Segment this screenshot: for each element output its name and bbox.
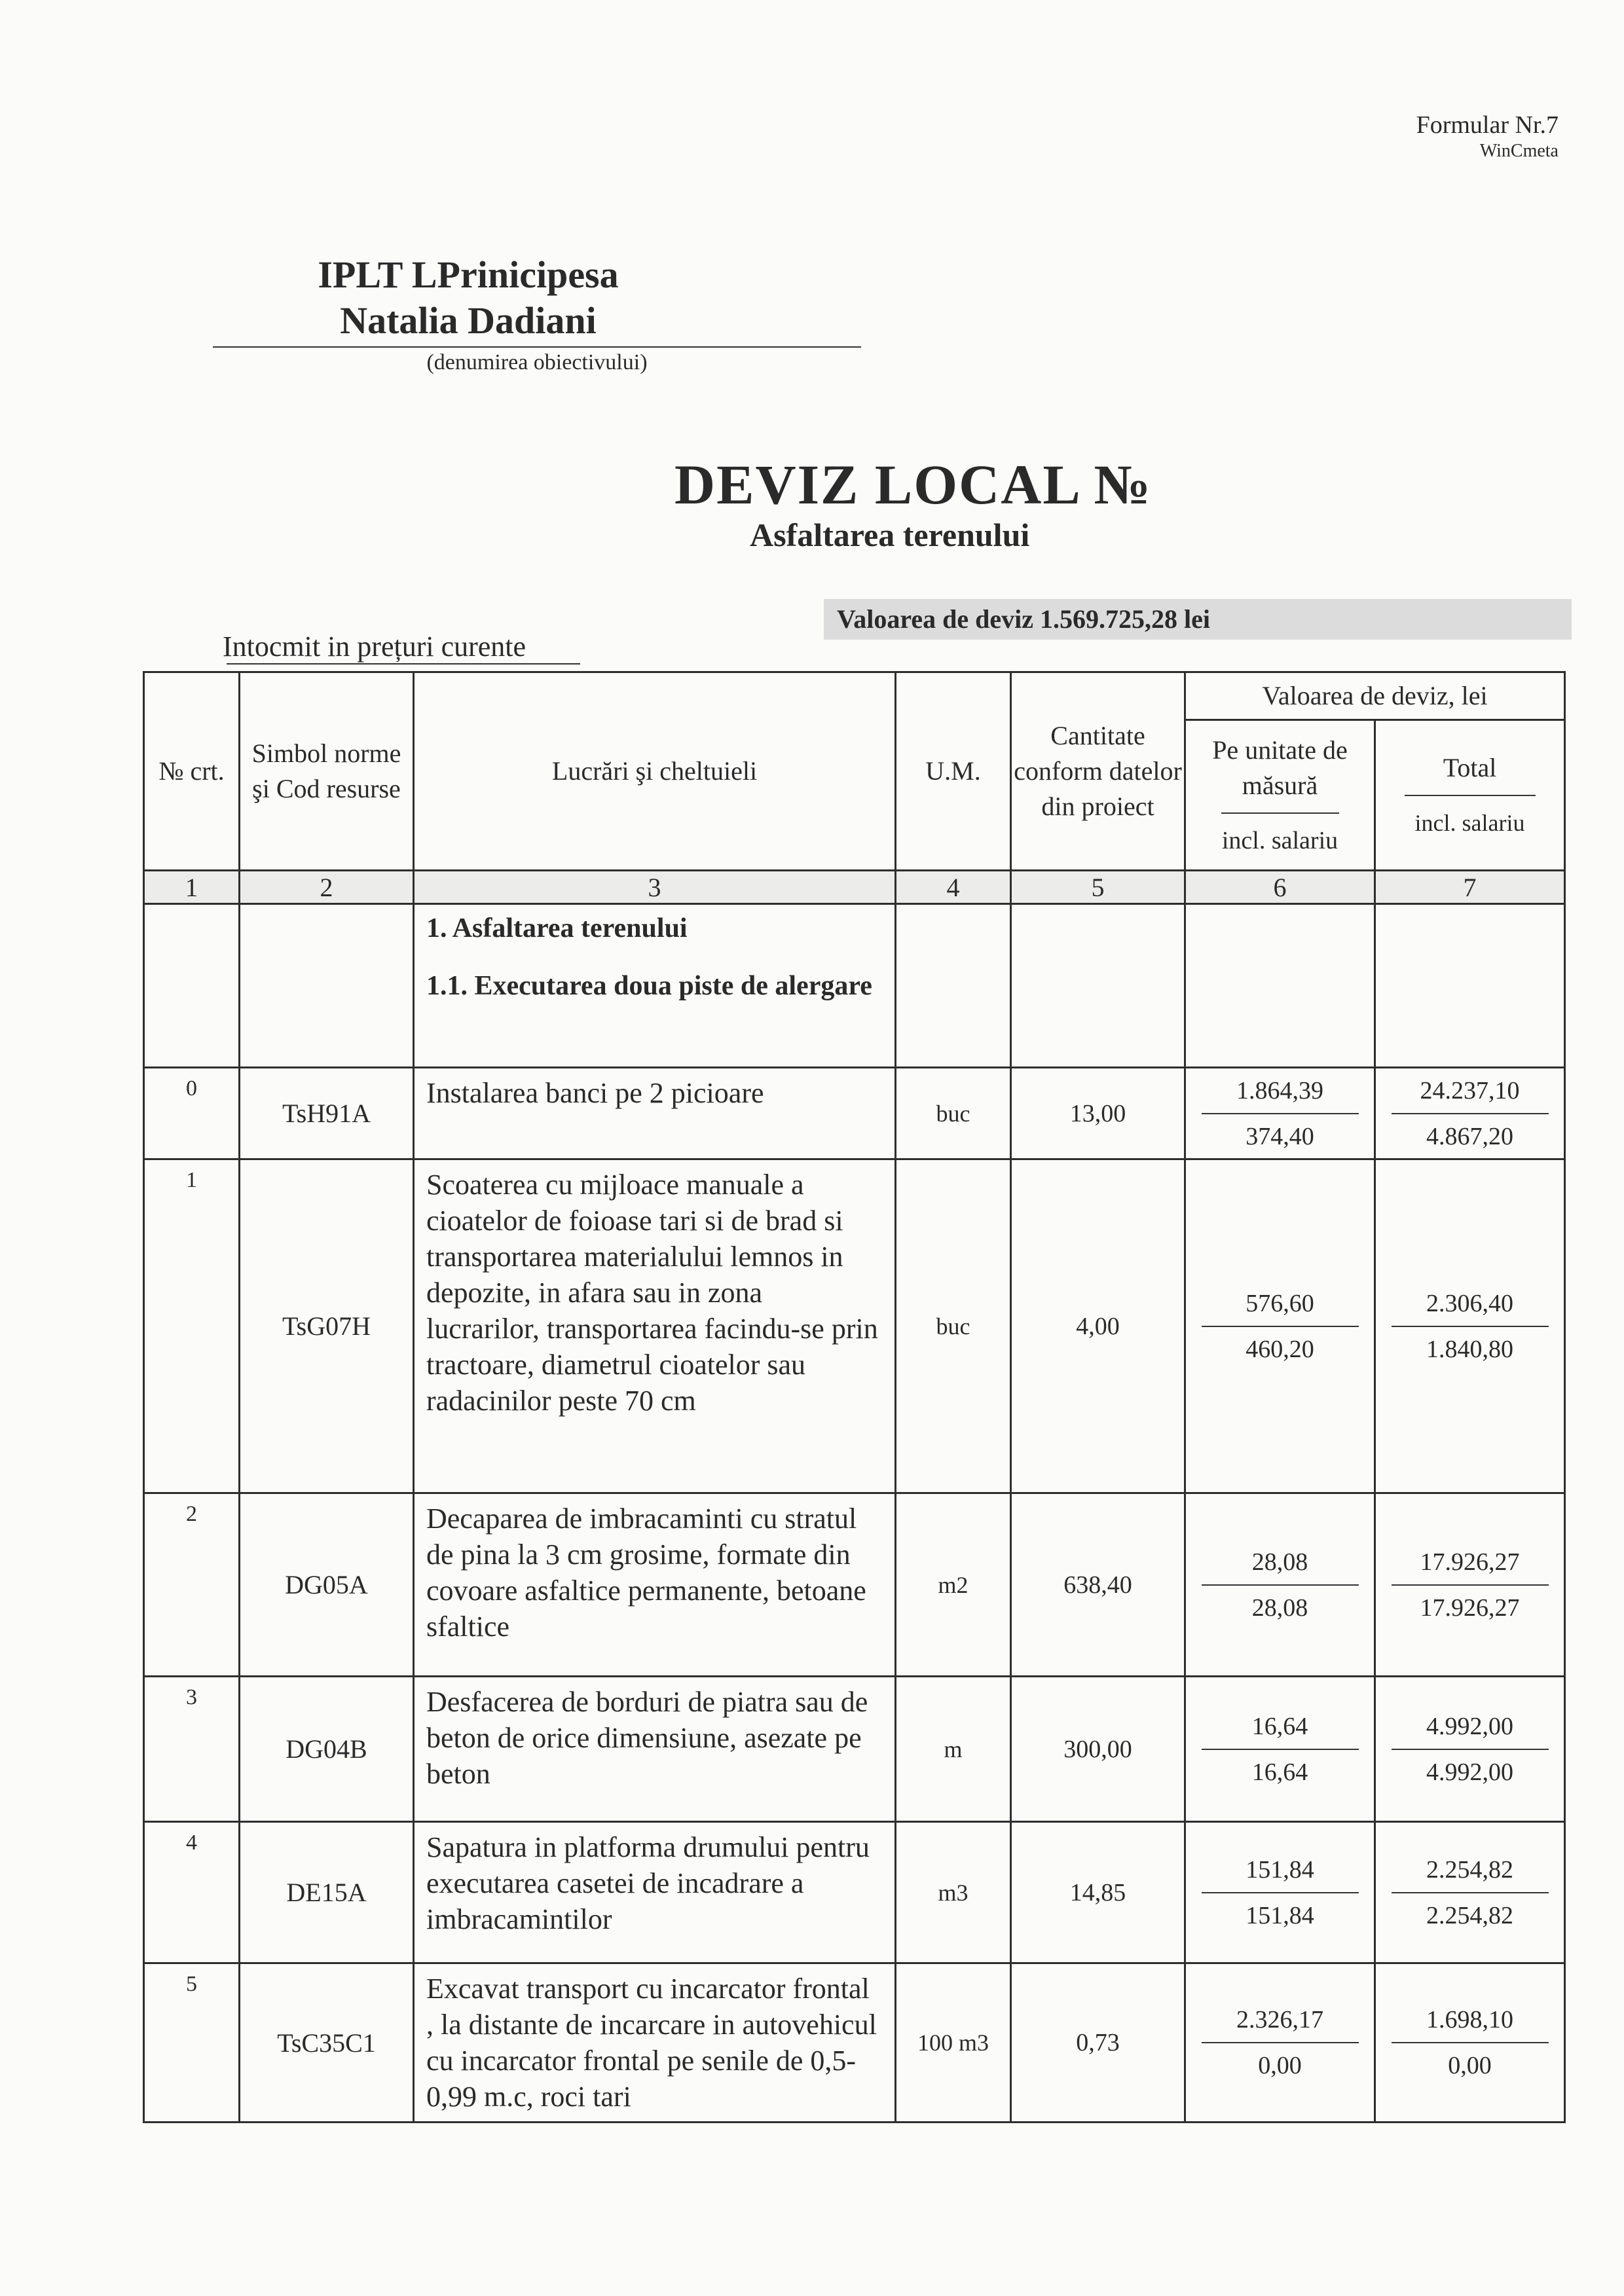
table-row xyxy=(144,1822,1565,1963)
objective-caption: (denumirea obiectivului) xyxy=(426,350,648,374)
table-row xyxy=(144,1068,1565,1159)
quantity: 13,00 xyxy=(1011,1068,1185,1159)
header-valoarea: Valoarea de deviz, lei xyxy=(1186,673,1564,721)
total-salary: 17.926,27 xyxy=(1420,1594,1520,1622)
norm-code: TsH91A xyxy=(240,1068,414,1159)
unit-of-measure: m xyxy=(896,1677,1011,1822)
page-subtitle: Asfaltarea terenului xyxy=(750,517,1030,553)
unit-salary: 460,20 xyxy=(1246,1335,1314,1363)
unit-value: 576,60 xyxy=(1246,1289,1314,1317)
work-description: Instalarea banci pe 2 picioare xyxy=(414,1068,896,1159)
header-pe-unitate-cell xyxy=(1186,721,1376,869)
total-value-cell xyxy=(1375,1159,1565,1493)
quantity: 300,00 xyxy=(1011,1677,1185,1822)
header-incl-salariu-unit: incl. salariu xyxy=(1221,826,1338,854)
form-number xyxy=(1416,110,1559,162)
header-fraction-line xyxy=(1405,795,1536,796)
unit-of-measure: m2 xyxy=(896,1493,1011,1677)
row-number: 0 xyxy=(144,1068,240,1159)
total-value: 24.237,10 xyxy=(1420,1076,1520,1104)
total-value-cell xyxy=(1375,1068,1565,1159)
row-number: 3 xyxy=(144,1677,240,1822)
quantity: 0,73 xyxy=(1011,1963,1185,2123)
form-label: Formular Nr.7 xyxy=(1416,111,1559,139)
prices-note-text: Intocmit in prețuri curente xyxy=(223,630,526,663)
work-description: Desfacerea de borduri de piatra sau de beton de orice dimensiune, asezate pe beton xyxy=(414,1677,896,1822)
section-title: 1. Asfaltarea terenului xyxy=(426,913,688,943)
quantity: 14,85 xyxy=(1011,1822,1185,1963)
unit-of-measure: 100 m3 xyxy=(896,1963,1011,2123)
unit-value-cell xyxy=(1185,1068,1375,1159)
objective-underline xyxy=(213,346,861,348)
unit-of-measure: buc xyxy=(896,1159,1011,1493)
header-fraction-line xyxy=(1221,812,1339,814)
col-number: 6 xyxy=(1185,871,1375,904)
unit-salary: 0,00 xyxy=(1258,2052,1302,2079)
unit-value: 151,84 xyxy=(1246,1855,1314,1884)
work-description: Excavat transport cu incarcator frontal , la distante de incarcare in autovehicul cu incarcator frontal pe senile de 0,5-0,99 m.c, roci tari xyxy=(414,1963,896,2123)
unit-salary: 16,64 xyxy=(1251,1758,1308,1786)
quantity: 4,00 xyxy=(1011,1159,1185,1493)
work-description: Sapatura in platforma drumului pentru executarea casetei de incadrare a imbracamintilor xyxy=(414,1822,896,1963)
section-cell xyxy=(414,904,896,1068)
unit-salary: 28,08 xyxy=(1251,1594,1308,1622)
unit-value: 28,08 xyxy=(1251,1548,1308,1576)
empty-cell xyxy=(240,904,414,1068)
total-salary: 4.867,20 xyxy=(1426,1122,1513,1150)
unit-value-cell xyxy=(1185,1493,1375,1677)
empty-cell xyxy=(1375,904,1565,1068)
col-number: 2 xyxy=(240,871,414,904)
norm-code: TsC35C1 xyxy=(240,1963,414,2123)
empty-cell xyxy=(896,904,1011,1068)
header-lucrari: Lucrări şi cheltuieli xyxy=(414,672,896,871)
total-value-cell xyxy=(1375,1677,1565,1822)
total-salary: 2.254,82 xyxy=(1426,1901,1513,1929)
header-row xyxy=(144,672,1565,871)
row-number: 2 xyxy=(144,1493,240,1677)
empty-cell xyxy=(144,904,240,1068)
empty-cell xyxy=(1185,904,1375,1068)
header-um: U.M. xyxy=(896,672,1011,871)
header-nr: № crt. xyxy=(144,672,240,871)
unit-value-cell xyxy=(1185,1677,1375,1822)
row-number: 4 xyxy=(144,1822,240,1963)
norm-code: DE15A xyxy=(240,1822,414,1963)
col-number: 3 xyxy=(414,871,896,904)
header-incl-salariu-total: incl. salariu xyxy=(1414,809,1525,836)
total-value: 2.254,82 xyxy=(1426,1855,1513,1884)
header-pe-unitate: Pe unitate de măsură xyxy=(1212,735,1348,800)
table-row xyxy=(144,1493,1565,1677)
column-number-row xyxy=(144,871,1565,904)
work-description: Scoaterea cu mijloace manuale a cioatelor de foioase tari si de brad si transportarea materialului lemnos in depozite, in afara sau in zona lucrarilor, transportarea facindu-se prin tractoare, diametrul cioatelor sau radacinilor peste 70 cm xyxy=(414,1159,896,1493)
unit-value-cell xyxy=(1185,1159,1375,1493)
total-value: 4.992,00 xyxy=(1426,1712,1513,1740)
unit-salary: 374,40 xyxy=(1246,1122,1314,1150)
quantity: 638,40 xyxy=(1011,1493,1185,1677)
total-salary: 0,00 xyxy=(1448,2052,1492,2079)
norm-code: TsG07H xyxy=(240,1159,414,1493)
section-row xyxy=(144,904,1565,1068)
total-estimate-banner: Valoarea de deviz 1.569.725,28 lei xyxy=(824,599,1572,640)
total-value-cell xyxy=(1375,1493,1565,1677)
empty-cell xyxy=(1011,904,1185,1068)
unit-of-measure: buc xyxy=(896,1068,1011,1159)
row-number: 1 xyxy=(144,1159,240,1493)
row-number: 5 xyxy=(144,1963,240,2123)
work-description: Decaparea de imbracaminti cu stratul de pina la 3 cm grosime, formate din covoare asfaltice permanente, betoane sfaltice xyxy=(414,1493,896,1677)
header-total-cell xyxy=(1376,721,1564,869)
unit-value: 16,64 xyxy=(1251,1712,1308,1740)
prices-note xyxy=(223,630,580,665)
header-simbol: Simbol norme şi Cod resurse xyxy=(240,672,414,871)
col-number: 1 xyxy=(144,871,240,904)
unit-value: 1.864,39 xyxy=(1236,1076,1323,1104)
estimate-table xyxy=(143,671,1566,2123)
unit-value: 2.326,17 xyxy=(1236,2006,1323,2033)
col-number: 4 xyxy=(896,871,1011,904)
col-number: 5 xyxy=(1011,871,1185,904)
header-valoarea-group xyxy=(1185,672,1565,871)
header-cantitate: Cantitate conform datelor din proiect xyxy=(1011,672,1185,871)
section-subtitle: 1.1. Executarea doua piste de alergare xyxy=(426,971,872,1001)
unit-salary: 151,84 xyxy=(1246,1901,1314,1929)
norm-code: DG04B xyxy=(240,1677,414,1822)
table-row xyxy=(144,1159,1565,1493)
total-salary: 1.840,80 xyxy=(1426,1335,1513,1363)
software-label: WinCmeta xyxy=(1479,141,1559,161)
total-salary: 4.992,00 xyxy=(1426,1758,1513,1786)
total-value-cell xyxy=(1375,1822,1565,1963)
header-total: Total xyxy=(1443,752,1497,782)
total-value: 17.926,27 xyxy=(1420,1548,1520,1576)
page-title: DEVIZ LOCAL № xyxy=(674,453,1152,516)
col-number: 7 xyxy=(1375,871,1565,904)
table-row xyxy=(144,1963,1565,2123)
total-value: 2.306,40 xyxy=(1426,1289,1513,1317)
objective-block xyxy=(213,252,868,375)
total-value-cell xyxy=(1375,1963,1565,2123)
unit-of-measure: m3 xyxy=(896,1822,1011,1963)
unit-value-cell xyxy=(1185,1963,1375,2123)
table-row xyxy=(144,1677,1565,1822)
total-value: 1.698,10 xyxy=(1426,2006,1513,2033)
objective-name: IPLT LPrinicipesa Natalia Dadiani xyxy=(318,253,619,342)
prices-note-underline xyxy=(227,663,580,665)
norm-code: DG05A xyxy=(240,1493,414,1677)
unit-value-cell xyxy=(1185,1822,1375,1963)
